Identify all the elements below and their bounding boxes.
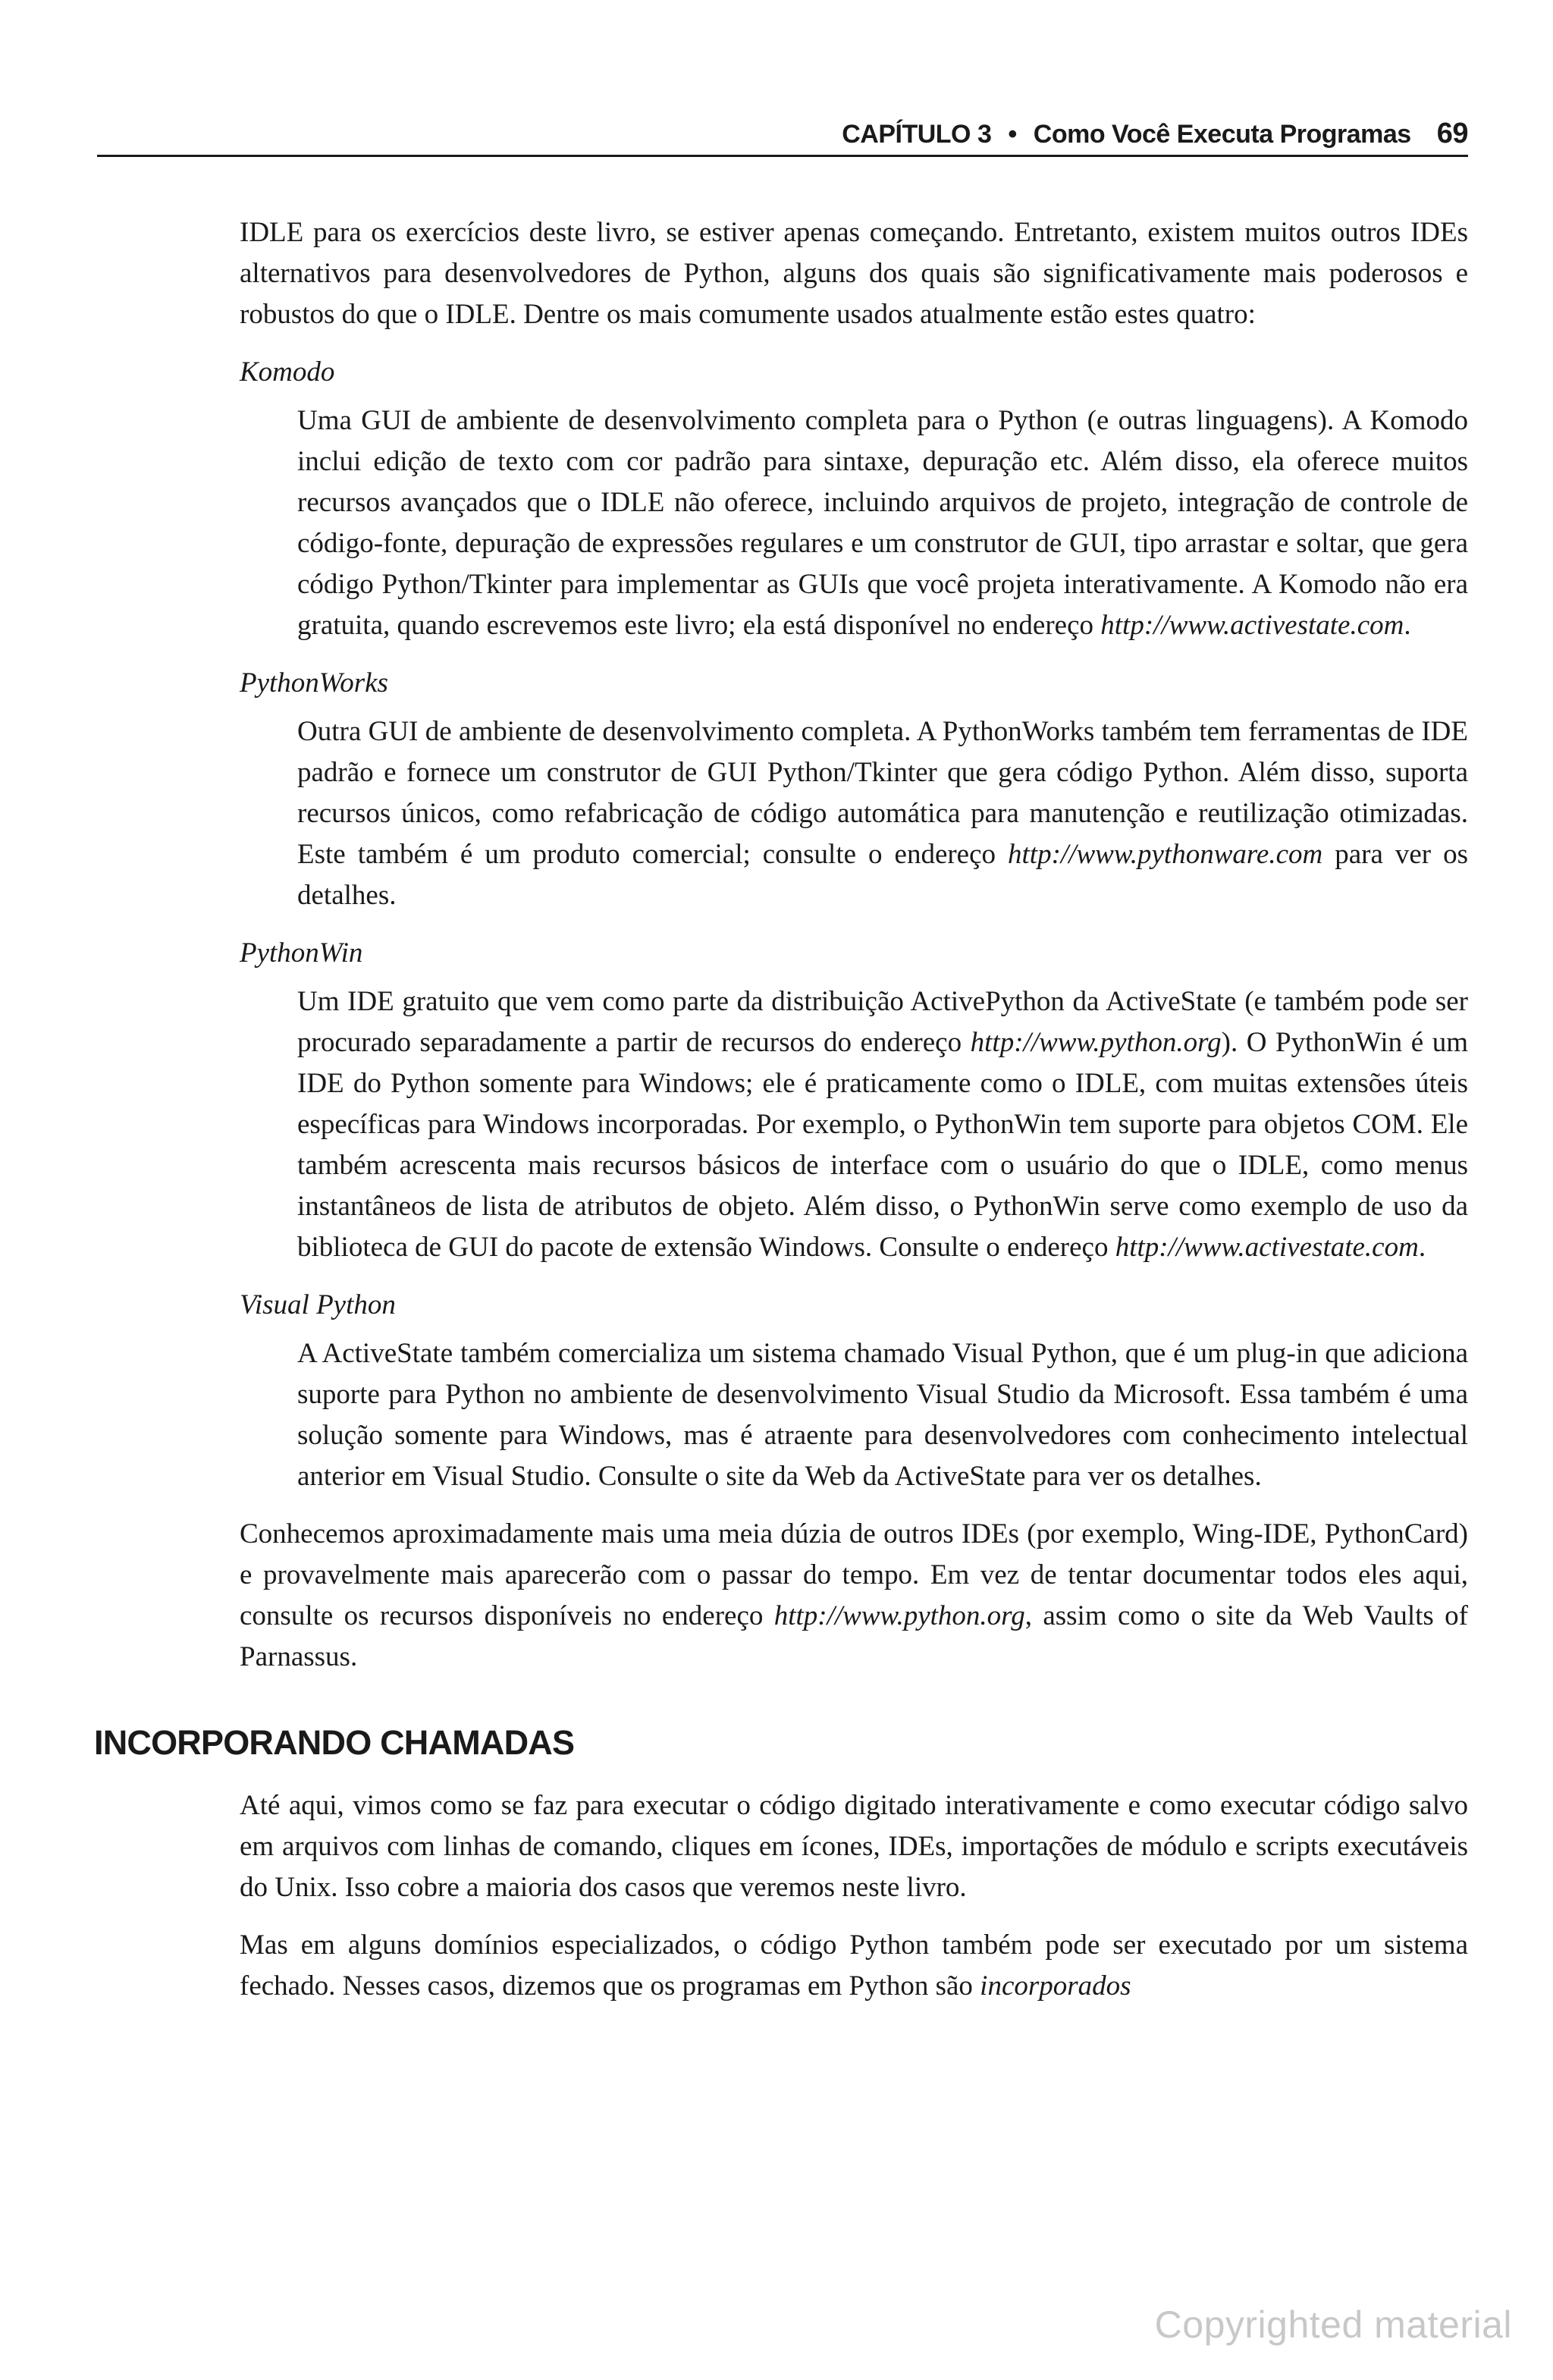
ide-description	[297, 981, 1468, 1268]
website-link-2[interactable]: http://www.activestate.com	[1115, 1232, 1419, 1263]
closing-paragraph	[240, 1514, 1468, 1678]
section-paragraph-2	[240, 1925, 1468, 2007]
ide-entry-komodo	[240, 352, 1468, 646]
header-title-group	[842, 118, 1468, 150]
description-text: Uma GUI de ambiente de desenvolvimento completa para o Python (e outras linguagens). A Komodo inclui edição de texto com cor padrão para sintaxe, depuração etc. Além disso, ela oferece muitos recursos avançados que o IDLE não oferece, incluindo arquivos de projeto, integração de controle de código-fonte, depuração de expressões regulares e um construtor de GUI, tipo arrastar e soltar, que gera código Python/Tkinter para implementar as GUIs que você projeta interativamente. A Komodo não era gratuita, quando escrevemos este livro; ela está disponível no endereço	[297, 405, 1468, 641]
python-website-link[interactable]: http://www.python.org	[773, 1600, 1025, 1631]
website-link[interactable]: http://www.activestate.com	[1100, 610, 1404, 641]
ide-entry-pythonwin	[240, 933, 1468, 1268]
page-number: 69	[1436, 118, 1468, 149]
closing-ending: , assim como o site da Web Vaults of Parnassus.	[240, 1600, 1468, 1672]
website-link[interactable]: http://www.pythonware.com	[1008, 839, 1323, 870]
ide-description	[297, 400, 1468, 646]
ide-name: Komodo	[240, 356, 335, 388]
header-separator: •	[1008, 120, 1017, 149]
chapter-label: CAPÍTULO 3	[842, 120, 992, 149]
website-link[interactable]: http://www.python.org	[970, 1027, 1222, 1058]
ide-description: A ActiveState também comercializa um sistema chamado Visual Python, que é um plug-in que adiciona suporte para Python no ambiente de desenvolvimento Visual Studio da Microsoft. Essa também é uma solução somente para Windows, mas é atraente para desenvolvedores com conhecimento intelectual anterior em Visual Studio. Consulte o site da Web da ActiveState para ver os detalhes.	[297, 1338, 1468, 1492]
copyright-watermark: Copyrighted material	[1154, 2303, 1512, 2346]
ide-description	[297, 711, 1468, 916]
ide-entry-pythonworks	[240, 663, 1468, 916]
description-text: Um IDE gratuito que vem como parte da distribuição ActivePython da ActiveState (e também pode ser procurado separadamente a partir de recursos do endereço	[297, 986, 1468, 1058]
closing-text: Conhecemos aproximadamente mais uma meia dúzia de outros IDEs (por exemplo, Wing-IDE, PythonCard) e provavelmente mais aparecerão com o passar do tempo. Em vez de tentar documentar todos eles aqui, consulte os recursos disponíveis no endereço	[240, 1518, 1468, 1631]
section-paragraph-1: Até aqui, vimos como se faz para executar o código digitado interativamente e como executar código salvo em arquivos com linhas de comando, cliques em ícones, IDEs, importações de módulo e scripts executáveis do Unix. Isso cobre a maioria dos casos que veremos neste livro.	[240, 1790, 1468, 1903]
running-header	[97, 114, 1468, 157]
description-ending: para ver os detalhes.	[297, 839, 1469, 911]
section-title: INCORPORANDO CHAMADAS	[94, 1723, 575, 1762]
ide-name: Visual Python	[240, 1289, 396, 1320]
description-middle: ). O PythonWin é um IDE do Python somente para Windows; ele é praticamente como o IDLE, com muitas extensões úteis específicas para Windows incorporadas. Por exemplo, o PythonWin tem suporte para objetos COM. Ele também acrescenta mais recursos básicos de interface com o usuário do que o IDLE, como menus instantâneos de lista de atributos de objeto. Além disso, o PythonWin serve como exemplo de uso da biblioteca de GUI do pacote de extensão Windows. Consulte o endereço	[297, 1027, 1468, 1263]
description-ending: .	[1418, 1232, 1426, 1263]
ide-entry-visual-python	[240, 1285, 1468, 1497]
description-ending: .	[1404, 610, 1411, 641]
emphasized-term: incorporados	[980, 1970, 1131, 2002]
page-body	[94, 212, 1469, 2024]
intro-paragraph: IDLE para os exercícios deste livro, se estiver apenas começando. Entretanto, existem muitos outros IDEs alternativos para desenvolvedores de Python, alguns dos quais são significativamente mais poderosos e robustos do que o IDLE. Dentre os mais comumente usados atualmente estão estes quatro:	[240, 217, 1468, 330]
chapter-title: Como Você Executa Programas	[1033, 120, 1411, 149]
ide-name: PythonWorks	[240, 667, 388, 699]
paragraph-text: Mas em alguns domínios especializados, o código Python também pode ser executado por um sistema fechado. Nesses casos, dizemos que os programas em Python são	[240, 1929, 1468, 2002]
ide-name: PythonWin	[240, 937, 363, 969]
description-text: Outra GUI de ambiente de desenvolvimento completa. A PythonWorks também tem ferramentas de IDE padrão e fornece um construtor de GUI Python/Tkinter que gera código Python. Além disso, suporta recursos únicos, como refabricação de código automática para manutenção e reutilização otimizadas. Este também é um produto comercial; consulte o endereço	[297, 716, 1468, 870]
